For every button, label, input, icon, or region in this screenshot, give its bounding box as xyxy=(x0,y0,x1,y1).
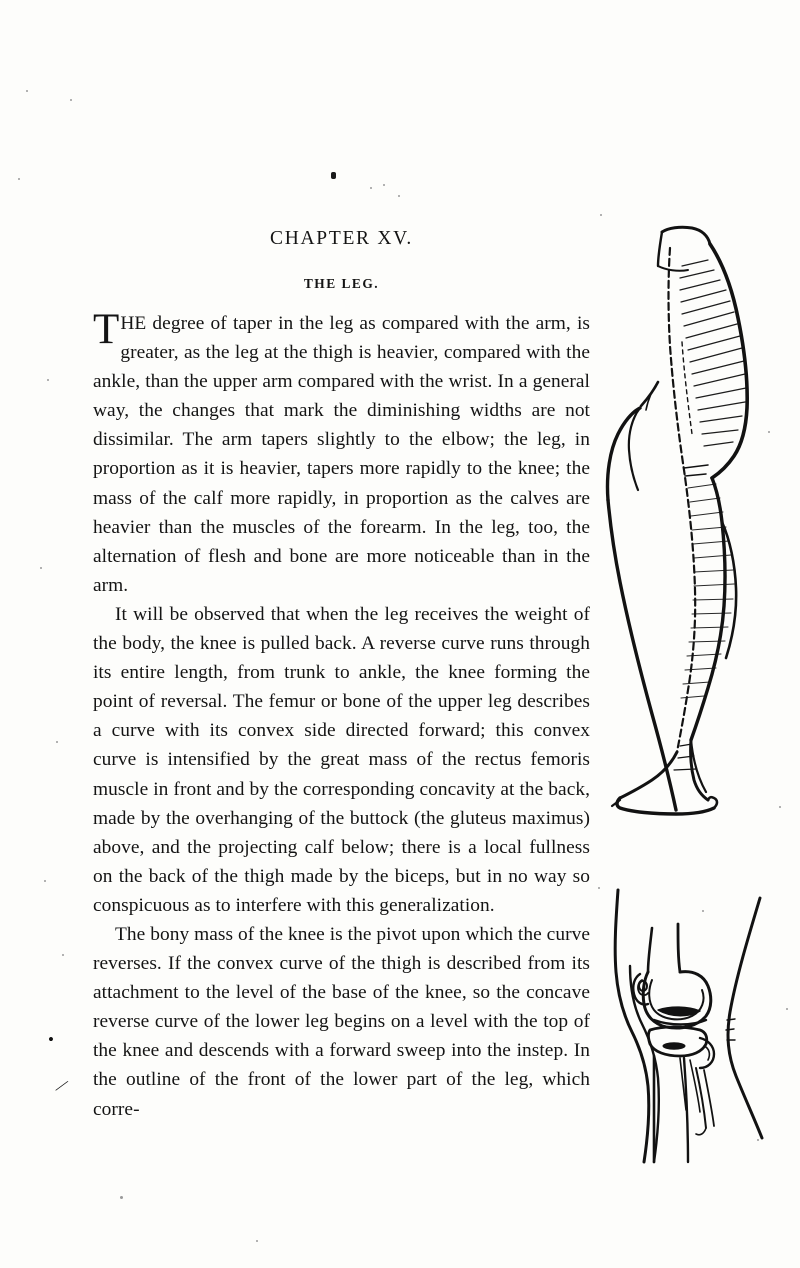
scan-speckle xyxy=(26,90,28,92)
margin-ink-mark-upper: • xyxy=(48,1030,54,1049)
paragraph-1-text: HE degree of taper in the leg as compared with the arm, is greater, as the leg at the thigh is heavier, compared with the ankle, than the upper arm compared with the wrist. In a general way, the changes that mark the diminishing widths are not dissimilar. The arm tapers slightly to the elbow; the leg, in proportion as it is heavier, tapers more rapidly to the knee; the mass of the calf more rapidly, in proportion as the calves are heavier than the muscles of the forearm. In the leg, too, the alternation of flesh and bone are more noticeable than in the arm. xyxy=(93,313,590,596)
section-title: THE LEG. xyxy=(303,276,380,291)
scan-speckle xyxy=(70,99,72,101)
scan-speckle xyxy=(598,887,600,889)
scan-speckle xyxy=(331,172,336,179)
scan-speckle xyxy=(40,567,42,569)
scan-speckle xyxy=(779,806,781,808)
scan-speckle xyxy=(600,214,602,216)
scan-speckle xyxy=(757,1139,759,1141)
paragraph-3: The bony mass of the knee is the pivot upon which the curve reverses. If the convex curve of the thigh is described from its attachment to the level of the base of the knee, so the concave reverse curve of the lower leg begins on a level with the top of the knee and descends with a forward sweep into the instep. In the outline of the front of the lower part of the leg, which corre- xyxy=(93,923,590,1120)
scan-speckle xyxy=(370,187,372,189)
text-column xyxy=(93,228,590,1124)
scan-speckle xyxy=(786,1008,788,1010)
leg-profile-illustration xyxy=(596,222,796,842)
scan-speckle xyxy=(44,880,46,882)
chapter-title: CHAPTER XV. xyxy=(270,228,413,249)
margin-ink-mark-lower: ⁄ xyxy=(56,1076,67,1097)
scan-speckle xyxy=(120,1196,123,1199)
drop-cap: T xyxy=(93,306,120,353)
scan-speckle xyxy=(768,431,770,433)
scan-speckle xyxy=(47,379,49,381)
scan-speckle xyxy=(18,178,20,180)
paragraph-2: It will be observed that when the leg receives the weight of the body, the knee is pulled back. A reverse curve runs through its entire length, from trunk to ankle, the knee forming the point of reversal. The femur or bone of the upper leg describes a curve with its convex side directed forward; this convex curve is intensified by the great mass of the rectus femoris muscle in front and by the corresponding concavity at the back, made by the overhanging of the buttock (the gluteus maximus) above, and the projecting calf below; there is a local fullness on the back of the thigh made by the biceps, but in no way so conspicuous as to interfere with this generalization. xyxy=(93,603,590,916)
scan-speckle xyxy=(256,1240,258,1242)
scan-speckle xyxy=(702,910,704,912)
scan-speckle xyxy=(56,741,58,743)
scan-speckle xyxy=(62,954,64,956)
paragraph-1 xyxy=(93,306,590,600)
knee-joint-illustration xyxy=(596,880,796,1180)
scan-speckle xyxy=(398,195,400,197)
scan-speckle xyxy=(383,184,385,186)
